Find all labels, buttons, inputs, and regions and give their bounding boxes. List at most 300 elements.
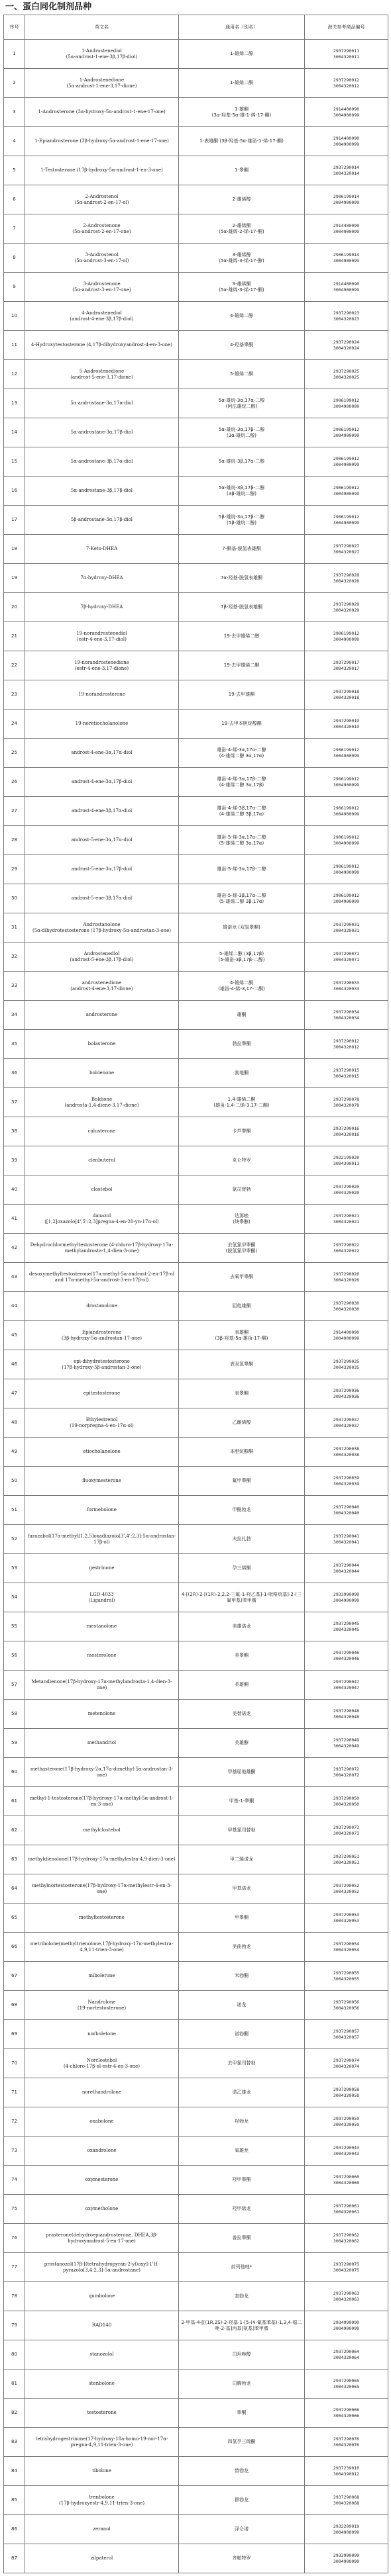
hs-code: 2937290047 3004320047: [305, 1671, 388, 1700]
row-number: 67: [4, 1962, 25, 1991]
english-name: Androstenediol (androst-5-ene-3β,17β-diol): [25, 943, 179, 972]
chinese-name: 7β-羟基-脱氢表雄酮: [179, 593, 305, 622]
hs-code: 2922199020 3004390011: [305, 1146, 388, 1175]
table-row: [4, 2457, 388, 2486]
chinese-name: 美曲勃龙: [179, 1933, 305, 1962]
row-number: 61: [4, 1787, 25, 1816]
row-number: 58: [4, 1700, 25, 1729]
english-name: androsterone: [25, 1001, 179, 1030]
chinese-name: 5-雄烯二醇 (3β,17β) (5-雄甾-3β,17β-二醇): [179, 943, 305, 972]
row-number: 63: [4, 1845, 25, 1874]
english-name: quinbolone: [25, 2282, 179, 2311]
row-number: 68: [4, 1991, 25, 2020]
row-number: 76: [4, 2224, 25, 2253]
chinese-name: 雄甾-5-烯-3β,17α-二醇 (5-雄烯二醇 3β,17α): [179, 884, 305, 913]
table-row: [4, 214, 388, 244]
table-row: [4, 1205, 388, 1234]
table-row: [4, 2049, 388, 2078]
row-number: 59: [4, 1729, 25, 1758]
english-name: 19-noretiocholanolone: [25, 710, 179, 739]
chinese-name: 4-[(2R)-2-[(1R)-2,2,2-三氟-1-羟乙基]-1-吡咯烷基]-2-(三氟甲基)苯甲腈: [179, 1583, 305, 1612]
hs-code: 2914400090 3004900099: [305, 1321, 388, 1350]
section-title: 一、蛋白同化制剂品种: [5, 2, 92, 12]
hs-code: 2937290041 3004320041: [305, 1525, 388, 1554]
table-row: [4, 972, 388, 1001]
english-name: formebolone: [25, 1496, 179, 1525]
row-number: 8: [4, 244, 25, 273]
english-name: 5α-androstane-3β,17β-diol: [25, 477, 179, 506]
hs-code: 2914400090 3004900099: [305, 127, 388, 156]
table-row: [4, 739, 388, 768]
hs-code: 2937290076 3004320076: [305, 2428, 388, 2457]
chinese-name: 群勃龙: [179, 2486, 305, 2515]
row-number: 40: [4, 1175, 25, 1205]
table-row: [4, 593, 388, 622]
chinese-name: 诺乙雄龙: [179, 2078, 305, 2107]
row-number: 52: [4, 1525, 25, 1554]
hs-code: 2937290039 3004320039: [305, 1467, 388, 1496]
table-row: [4, 1059, 388, 1088]
hs-code: 2937290052 3004320052: [305, 1874, 388, 1904]
hs-code: 2914400090 3004900099: [305, 214, 388, 244]
chinese-name: 4-雄烯二醇: [179, 302, 305, 331]
chinese-name: 2-雄烯酮 (5α-雄烯-2-烯-17-酮): [179, 214, 305, 244]
hs-code: 2937290023 3004320023: [305, 302, 388, 331]
table-row: [4, 273, 388, 302]
hs-code: 2937290073 3004320073: [305, 1816, 388, 1845]
chinese-name: 甲基诺龙: [179, 1874, 305, 1904]
english-name: Nandrolone (19-nortestosterone): [25, 1991, 179, 2020]
table-row: [4, 1001, 388, 1030]
table-row: [4, 127, 388, 156]
row-number: 57: [4, 1671, 25, 1700]
row-number: 34: [4, 1001, 25, 1030]
table-row: [4, 40, 388, 69]
row-number: 2: [4, 69, 25, 98]
table-row: [4, 884, 388, 913]
table-row: [4, 506, 388, 535]
row-number: 17: [4, 506, 25, 535]
hs-code: 2937290059 3004320059: [305, 2107, 388, 2137]
row-number: 53: [4, 1554, 25, 1583]
row-number: 15: [4, 447, 25, 477]
hs-code: 2906199012 3004900099: [305, 506, 388, 535]
row-number: 62: [4, 1816, 25, 1845]
chinese-name: 表双氢睾酮: [179, 1350, 305, 1379]
english-name: drostanolone: [25, 1292, 179, 1321]
hs-code: 2906199012 3004900099: [305, 622, 388, 651]
english-name: epitestosterone: [25, 1379, 179, 1408]
chinese-name: 诺龙: [179, 1991, 305, 2020]
row-number: 74: [4, 2166, 25, 2195]
row-number: 13: [4, 389, 25, 418]
table-row: [4, 1350, 388, 1379]
row-number: 78: [4, 2282, 25, 2311]
chinese-name: 夫拉扎勃: [179, 1525, 305, 1554]
hs-code: 2937290046 3004320046: [305, 1641, 388, 1671]
hs-code: 2934999099 3004900099: [305, 2311, 388, 2340]
hs-code: 2937290057 3004320057: [305, 2020, 388, 2049]
table-row: [4, 447, 388, 477]
table-row: [4, 2544, 388, 2573]
table-row: [4, 302, 388, 331]
hs-code: 2933990099 3004900099: [305, 1583, 388, 1612]
header-hs-code: 海关参考商品编号: [305, 15, 388, 40]
table-row: [4, 1816, 388, 1845]
row-number: 66: [4, 1933, 25, 1962]
english-name: Norclostebol (4-chloro-17β-ol-estr-4-en-3-one): [25, 2049, 179, 2078]
chinese-name: 去氧甲睾酮: [179, 1263, 305, 1292]
hs-code: 2906199012 3004900099: [305, 739, 388, 768]
chinese-name: 甲酰勃龙: [179, 1496, 305, 1525]
hs-code: 2937290045 3004320045: [305, 1612, 388, 1641]
row-number: 87: [4, 2544, 25, 2573]
header-no: 序号: [4, 15, 25, 40]
table-row: [4, 1030, 388, 1059]
english-name: LGD-4033 (Ligandrol): [25, 1583, 179, 1612]
english-name: 2-Androstenol (5α-androst-2-en-17-ol): [25, 185, 179, 214]
table-row: [4, 2107, 388, 2137]
table-row: [4, 622, 388, 651]
hs-code: 2937239010 3004390012: [305, 2457, 388, 2486]
chinese-name: 19-去甲雄烯二醇: [179, 622, 305, 651]
row-number: 29: [4, 855, 25, 884]
row-number: 65: [4, 1904, 25, 1933]
english-name: desoxymethyltestosterone(17α-methyl-5α-androst-2-en-17β-ol and 17α-methyl-5α-androst-3-en-17β-ol): [25, 1263, 179, 1292]
chinese-name: 雄甾-4-烯-3α,17α-二醇 (4-雄烯二醇 3α,17α): [179, 739, 305, 768]
english-name: methasterone(17β-hydroxy-2α,17α-dimethyl-5α-androstan-3-one): [25, 1758, 179, 1787]
chinese-name: 本胆烷醇酮: [179, 1438, 305, 1467]
hs-code: 2937290033 3004320033: [305, 972, 388, 1001]
english-name: 5α-androstane-3α,17β-diol: [25, 418, 179, 447]
chinese-name: 1-雄烯二酮: [179, 69, 305, 98]
hs-code: 2937290050 3004320050: [305, 1787, 388, 1816]
chinese-name: 雄酮: [179, 1001, 305, 1030]
table-row: [4, 651, 388, 680]
chinese-name: 美雄诺龙: [179, 1612, 305, 1641]
chinese-name: 1-睾酮: [179, 156, 305, 185]
row-number: 12: [4, 360, 25, 389]
english-name: 4-Androstenediol (androst-4-ene-3β,17β-diol): [25, 302, 179, 331]
table-row: [4, 1874, 388, 1904]
chinese-name: 甲基-1-睾酮: [179, 1787, 305, 1816]
chinese-name: 四氢孕三烯酮: [179, 2428, 305, 2457]
row-number: 86: [4, 2515, 25, 2544]
english-name: 1-Androsterone (3α-hydroxy-5α-androst-1-ene-17-one): [25, 98, 179, 127]
table-row: [4, 1554, 388, 1583]
english-name: Epiandrosterone (3β-hydroxy-5α-androstan-17-one): [25, 1321, 179, 1350]
chinese-name: 7-酮基-脱氢表雄酮: [179, 535, 305, 564]
row-number: 37: [4, 1088, 25, 1117]
hs-code: 2937290034 3004320034: [305, 1001, 388, 1030]
table-row: [4, 710, 388, 739]
chinese-name: 雄甾-5-烯-3α,17β-二醇: [179, 855, 305, 884]
chinese-name: 泽仑诺: [179, 2515, 305, 2544]
english-name: boldenone: [25, 1059, 179, 1088]
chinese-name: 替勃龙: [179, 2457, 305, 2486]
table-row: [4, 1146, 388, 1175]
row-number: 21: [4, 622, 25, 651]
row-number: 31: [4, 913, 25, 943]
row-number: 33: [4, 972, 25, 1001]
english-name: methandriol: [25, 1729, 179, 1758]
english-name: epi-dihydrotestosterone (17β-hydroxy-5β-androstan-3-one): [25, 1350, 179, 1379]
hs-code: 2932209019 3004900099: [305, 2515, 388, 2544]
chinese-name: 5α-雄烷-3β,17α-二醇: [179, 447, 305, 477]
hs-code: 2937290051 3004320051: [305, 1845, 388, 1874]
chinese-name: 卡芦睾酮: [179, 1117, 305, 1146]
table-row: [4, 2195, 388, 2224]
chinese-name: 4-雄烯二酮 (雄甾-4-烯-3,17-二酮): [179, 972, 305, 1001]
english-name: oxandrolone: [25, 2137, 179, 2166]
row-number: 30: [4, 884, 25, 913]
english-name: 5β-androstane-3α,17β-diol: [25, 506, 179, 535]
chinese-name: 普拉睾酮: [179, 2224, 305, 2253]
table-body: [4, 40, 388, 2573]
hs-code: 2937290029 3004320029: [305, 593, 388, 622]
hs-code: 2937290078 3004320078: [305, 1088, 388, 1117]
chinese-name: 羟勃龙: [179, 2107, 305, 2137]
table-row: [4, 389, 388, 418]
chinese-name: 雄甾-5-烯-3α,17α-二醇 (5-雄烯二醇 3α,17α): [179, 826, 305, 855]
header-chinese: 通用名（别名）: [179, 15, 305, 40]
chinese-name: 7α-羟基-脱氢表雄酮: [179, 564, 305, 593]
row-number: 69: [4, 2020, 25, 2049]
hs-code: 2937290053 3004320053: [305, 1904, 388, 1933]
chinese-name: 米勃酮: [179, 1962, 305, 1991]
hs-code: 2906199012 3004900099: [305, 797, 388, 826]
chinese-name: 美雄酮: [179, 1671, 305, 1700]
hs-code: 2937290021 3004320021: [305, 1205, 388, 1234]
hs-code: 2937290072 3004320072: [305, 1758, 388, 1787]
hs-code: 2937290065 3004320065: [305, 2369, 388, 2399]
english-name: methylclostebol: [25, 1816, 179, 1845]
table-row: [4, 564, 388, 593]
english-name: Metandienone(17β-hydroxy-17α-methylandrosta-1,4-dien-3-one): [25, 1671, 179, 1700]
english-name: trenbolone (17β-hydroxyestr-4,9,11-trien-3-one): [25, 2486, 179, 2515]
row-number: 44: [4, 1292, 25, 1321]
chinese-name: 羟甲睾酮: [179, 2166, 305, 2195]
english-name: metribolone(methyltrienolone,17β-hydroxy-17α-methylestra-4,9,11-trien-3-one): [25, 1933, 179, 1962]
chinese-name: 19-去甲本胆烷醇酮: [179, 710, 305, 739]
row-number: 81: [4, 2369, 25, 2399]
hs-code: 2906199014 3004900099: [305, 185, 388, 214]
table-row: [4, 2399, 388, 2428]
english-name: prostanozol(17β-[(tetrahydropyran-2-yl)oxy]-1'H-pyrazolo[3,4:2,3]-5α-androstane): [25, 2253, 179, 2282]
row-number: 22: [4, 651, 25, 680]
english-name: androst-5-ene-3β,17α-diol: [25, 884, 179, 913]
table-row: [4, 855, 388, 884]
english-name: norethandrolone: [25, 2078, 179, 2107]
english-name: tetrahydrogestrinone(17-hydroxy-18a-homo-19-nor-17α-pregna-4,9,11-trien-3-one): [25, 2428, 179, 2457]
table-row: [4, 1933, 388, 1962]
chinese-name: 去甲氯司替勃: [179, 2049, 305, 2078]
chinese-name: 表雄酮 (3β-羟基-5α-雄甾-17-酮): [179, 1321, 305, 1350]
english-name: clenbuterol: [25, 1146, 179, 1175]
chinese-name: 美替诺龙: [179, 1700, 305, 1729]
table-row: [4, 943, 388, 972]
chinese-name: 美睾酮: [179, 1641, 305, 1671]
hs-code: 2937290061 3004320061: [305, 2195, 388, 2224]
hs-code: 2937290055 3004320055: [305, 1962, 388, 1991]
table-row: [4, 244, 388, 273]
row-number: 5: [4, 156, 25, 185]
row-number: 24: [4, 710, 25, 739]
row-number: 82: [4, 2399, 25, 2428]
chinese-name: 去氢氯甲睾酮 (脱氢氯甲睾酮): [179, 1234, 305, 1263]
hs-code: 2937290066 3004320066: [305, 2399, 388, 2428]
hs-code: 2937290026 3004320026: [305, 1263, 388, 1292]
row-number: 11: [4, 331, 25, 360]
chinese-name: 甲睾酮: [179, 1904, 305, 1933]
english-name: gestrinone: [25, 1554, 179, 1583]
row-number: 3: [4, 98, 25, 127]
table-row: [4, 2224, 388, 2253]
hs-code: 2906199012 3004900099: [305, 477, 388, 506]
chinese-name: 5α-雄烷-3α,17β-二醇 (3α-雄烷二醇): [179, 418, 305, 447]
chinese-name: 齐帕特罗: [179, 2544, 305, 2573]
row-number: 26: [4, 768, 25, 797]
english-name: danazol ([1,2]oxazolo[4',5':2,3]pregna-4-en-20-yn-17α-ol): [25, 1205, 179, 1234]
row-number: 77: [4, 2253, 25, 2282]
english-name: zeranol: [25, 2515, 179, 2544]
row-number: 71: [4, 2078, 25, 2107]
chinese-name: 1,4-雄烯二酮 (雄甾-1,4-二烯-3,17-二酮): [179, 1088, 305, 1117]
hs-code: 2906199012 3004900099: [305, 826, 388, 855]
hs-code: 2937290048 3004320048: [305, 1700, 388, 1729]
english-name: 19-norandrostenediol (estr-4-ene-3,17-diol): [25, 622, 179, 651]
table-row: [4, 1234, 388, 1263]
english-name: androst-5-ene-3α,17β-diol: [25, 855, 179, 884]
english-name: 1-Androstenedione (5α-androst-1-ene-3,17-dione): [25, 69, 179, 98]
chinese-name: 3-雄烯酮 (5α-雄烯-3-烯-17-酮): [179, 273, 305, 302]
hs-code: 2937290011 3004320011: [305, 40, 388, 69]
english-name: 19-norandrostenedione (estr-4-ene-3,17-dione): [25, 651, 179, 680]
english-name: prasterone(dehydroepiandrosterone, DHEA,3β-hydroxyandrost-5-en-17-one): [25, 2224, 179, 2253]
chinese-name: 甲基氯司替勃: [179, 1816, 305, 1845]
chinese-name: 5-雄烯二酮: [179, 360, 305, 389]
english-name: methyl-1-testosterone(17β-hydroxy-17α-methyl-5α-androst-1-en-3-one): [25, 1787, 179, 1816]
hs-code: 2906199012 3004900099: [305, 884, 388, 913]
hs-code: 2937290020 3004320020: [305, 1175, 388, 1205]
chinese-name: 1-雄酮 (3α-羟基-5α-雄-1-烯-17-酮): [179, 98, 305, 127]
row-number: 4: [4, 127, 25, 156]
table-row: [4, 2369, 388, 2399]
english-name: methylnortestosterone(17β-hydroxy-17α-methylestr-4-en-3-one): [25, 1874, 179, 1904]
table-row: [4, 1117, 388, 1146]
english-name: calusterone: [25, 1117, 179, 1146]
table-row: [4, 2340, 388, 2369]
table-row: [4, 2515, 388, 2544]
table-row: [4, 1700, 388, 1729]
chinese-name: 19-去甲雄烯二酮: [179, 651, 305, 680]
english-name: 2-Androstenone (5α-androst-2-en-17-one): [25, 214, 179, 244]
row-number: 70: [4, 2049, 25, 2078]
chinese-name: 2-雄烯醇: [179, 185, 305, 214]
hs-code: 2937290019 3004320019: [305, 710, 388, 739]
table-row: [4, 535, 388, 564]
table-row: [4, 913, 388, 943]
chinese-name: 前列他唑*: [179, 2253, 305, 2282]
chinese-name: 氟甲睾酮: [179, 1467, 305, 1496]
row-number: 18: [4, 535, 25, 564]
row-number: 79: [4, 2311, 25, 2340]
table-row: [4, 360, 388, 389]
table-row: [4, 1671, 388, 1700]
row-number: 6: [4, 185, 25, 214]
hs-code: 2937290031 3004320031: [305, 913, 388, 943]
chinese-name: 5α-雄烷-3α,17α-二醇 (阿法雄烷二醇): [179, 389, 305, 418]
english-name: testosterone: [25, 2399, 179, 2428]
english-name: furazabol(17α-methyl[1,2,5]oxadiazolo[3',4':2,3]-5α-androstan-17β-ol): [25, 1525, 179, 1554]
hs-code: 2906199012 3004900099: [305, 855, 388, 884]
english-name: androstenedione (androst-4-ene-3,17-dione): [25, 972, 179, 1001]
row-number: 7: [4, 214, 25, 244]
english-name: androst-5-ene-3α,17α-diol: [25, 826, 179, 855]
hs-code: 2937290064 3004320064: [305, 2340, 388, 2369]
english-name: 5α-androstane-3β,17α-diol: [25, 447, 179, 477]
table-row: [4, 1175, 388, 1205]
table-row: [4, 1525, 388, 1554]
table-row: [4, 1379, 388, 1408]
hs-code: 2937290040 3004320040: [305, 1496, 388, 1525]
chinese-name: 3-雄烯醇 (5α-雄烯-3-烯-17-醇): [179, 244, 305, 273]
row-number: 10: [4, 302, 25, 331]
english-name: 7α-hydroxy-DHEA: [25, 564, 179, 593]
row-number: 1: [4, 40, 25, 69]
chinese-name: 司坦唑醇: [179, 2340, 305, 2369]
hs-code: 2937290012 3004320012: [305, 69, 388, 98]
table-row: [4, 2428, 388, 2457]
hs-code: 2937290044 3004320044: [305, 1554, 388, 1583]
table-row: [4, 1641, 388, 1671]
row-number: 42: [4, 1234, 25, 1263]
hs-code: 2937290036 3004320036: [305, 1379, 388, 1408]
english-name: 4-Hydroxytestosterone (4,17β-dihydroxyandrost-4-en-3-one): [25, 331, 179, 360]
row-number: 85: [4, 2486, 25, 2515]
hs-code: 2937290012 3004320012: [305, 1030, 388, 1059]
table-row: [4, 1583, 388, 1612]
table-row: [4, 2311, 388, 2340]
hs-code: 2937290058 3004320058: [305, 2078, 388, 2107]
table-row: [4, 1758, 388, 1787]
english-name: fluoxymesterone: [25, 1467, 179, 1496]
english-name: 7-Keto-DHEA: [25, 535, 179, 564]
row-number: 27: [4, 797, 25, 826]
hs-code: 2937290068 3004320068: [305, 2486, 388, 2515]
table-row: [4, 1787, 388, 1816]
row-number: 75: [4, 2195, 25, 2224]
row-number: 43: [4, 1263, 25, 1292]
chinese-name: 表睾酮: [179, 1379, 305, 1408]
hs-code: 2937290015 3004320015: [305, 1059, 388, 1088]
chinese-name: 4-羟基睾酮: [179, 331, 305, 360]
row-number: 16: [4, 477, 25, 506]
english-name: oxymesterone: [25, 2166, 179, 2195]
chinese-name: 诺勃酮: [179, 2020, 305, 2049]
chinese-name: 1-表雄酮 (3β-羟基-5α-雄甾-1-烯-17-酮): [179, 127, 305, 156]
chinese-name: 奎勃龙: [179, 2282, 305, 2311]
row-number: 36: [4, 1059, 25, 1088]
row-number: 32: [4, 943, 25, 972]
steroid-table: [3, 15, 388, 2573]
english-name: 19-norandrosterone: [25, 680, 179, 710]
header-english: 英文名: [25, 15, 179, 40]
chinese-name: 5α-雄烷-3β,17β-二醇 (3β-雄烷二醇): [179, 477, 305, 506]
table-row: [4, 1612, 388, 1641]
table-row: [4, 2078, 388, 2107]
row-number: 41: [4, 1205, 25, 1234]
